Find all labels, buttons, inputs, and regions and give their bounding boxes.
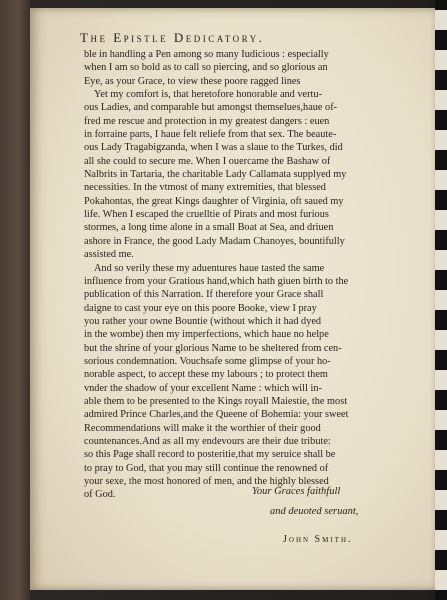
running-header: The Epistle Dedicatory. — [80, 30, 265, 45]
text-line: Yet my comfort is, that heretofore honorable and vertu- — [94, 89, 322, 101]
text-line: Recommendations will make it the worthier of their good — [84, 422, 321, 434]
text-line: admired Prince Charles,and the Queene of Bohemia: your sweet — [84, 409, 349, 421]
text-line: to pray to God, that you may still continue the renowned of — [84, 462, 329, 474]
ruler-mark — [435, 570, 447, 590]
text-line: ble in handling a Pen among so many Iudicious : especially — [84, 49, 329, 60]
text-line: when I am so bold as to call so piercing, and so glorious an — [84, 62, 328, 74]
ruler-mark — [435, 490, 447, 510]
text-line: in the wombe) then my imperfections, which haue no helpe — [84, 329, 329, 341]
text-line: ous Ladies, and comparable but amongst themselues,haue of- — [84, 102, 338, 114]
ruler-mark — [435, 90, 447, 110]
text-line: you rather your owne Bountie (without which it had dyed — [84, 315, 322, 327]
ruler-mark — [435, 170, 447, 190]
dedication-text — [84, 48, 382, 502]
scale-ruler — [435, 0, 447, 600]
text-line: Eye, as your Grace, to view these poore ragged lines — [84, 75, 301, 87]
text-line: publication of this Narration. If therefore your Grace shall — [84, 289, 324, 301]
text-line: so this Page shall record to posteritie,that my seruice shall be — [84, 449, 336, 461]
ruler-mark — [435, 210, 447, 230]
ruler-mark — [435, 50, 447, 70]
text-line: influence from your Gratious hand,which hath giuen birth to the — [84, 275, 349, 287]
text-line: but the shrine of your glorious Name to be sheltered from cen- — [84, 342, 342, 354]
text-line: Nalbrits in Tartaria, the charitable Lady Callamata supplyed my — [84, 169, 347, 181]
book-binding — [0, 0, 30, 600]
signature-name: John Smith. — [283, 534, 353, 545]
text-line: of God. — [84, 489, 116, 501]
ruler-mark — [435, 250, 447, 270]
signature-closing: Your Graces faithfull — [252, 486, 341, 497]
text-line: life. When I escaped the cruelltie of Pirats and most furious — [84, 209, 329, 221]
text-line: your sexe, the most honored of men, and the highly blessed — [84, 476, 329, 487]
text-line: vnder the shadow of your excellent Name : which will in- — [84, 382, 322, 394]
text-line: all she could to secure me. When I ouercame the Bashaw of — [84, 155, 331, 167]
text-line: And so verily these my aduentures haue tasted the same — [94, 262, 325, 274]
text-line: able them to be presented to the Kings royall Maiestie, the most — [84, 395, 348, 407]
ruler-mark — [435, 130, 447, 150]
ruler-mark — [435, 10, 447, 30]
text-line: countenances.And as all my endevours are their due tribute: — [84, 435, 331, 447]
text-line: in forraine parts, I haue felt reliefe from that sex. The beaute- — [84, 129, 337, 141]
ruler-mark — [435, 290, 447, 310]
text-line: fred me rescue and protection in my greatest dangers : euen — [84, 115, 330, 127]
ruler-mark — [435, 450, 447, 470]
text-line: norable aspect, to accept these my labours ; to protect them — [84, 369, 328, 381]
ruler-mark — [435, 410, 447, 430]
ruler-mark — [435, 530, 447, 550]
text-line: assisted me. — [84, 249, 134, 261]
text-line: ous Lady Tragabigzanda, when I was a slaue to the Turkes, did — [84, 142, 343, 154]
text-line: necessities. In the vtmost of many extremities, that blessed — [84, 182, 326, 194]
text-line: stormes, a long time alone in a small Boat at Sea, and driuen — [84, 222, 334, 234]
ruler-mark — [435, 370, 447, 390]
text-line: ashore in France, the good Lady Madam Chanoyes, bountifully — [84, 235, 345, 247]
text-line: Pokahontas, the great Kings daughter of Virginia, oft saued my — [84, 195, 344, 207]
signature-servant: and deuoted seruant, — [270, 506, 359, 517]
ruler-mark — [435, 330, 447, 350]
text-line: daigne to cast your eye on this poore Booke, view I pray — [84, 302, 317, 314]
text-line: sorious condemnation. Vouchsafe some glimpse of your ho- — [84, 355, 331, 367]
